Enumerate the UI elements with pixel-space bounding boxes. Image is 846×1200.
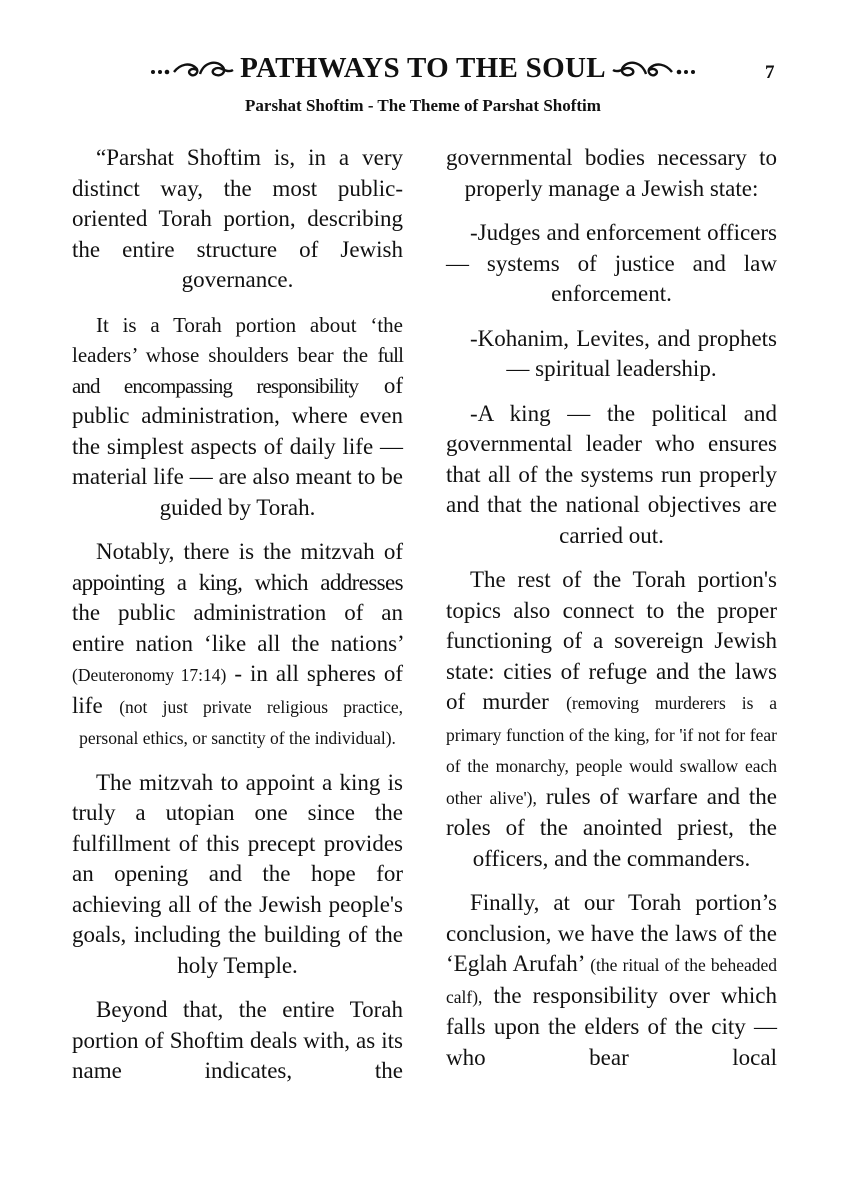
paragraph: Beyond that, the entire Torah portion of Shoftim deals with, as its name indicates, the [72,997,403,1083]
paragraph: “Parshat Shoftim is, in a very distinct way, the most public-oriented Torah portion, describing the entire structure of Jewish governance. [72,145,403,292]
paragraph: The mitzvah to appoint a king is truly a utopian one since the fulfillment of this precept provides an opening and the hope for achieving all of the Jewish people's goals, including the building of the holy Temple. [72,769,403,978]
text-span: the public administration of an entire nation ‘like all the nations’ [72,600,403,656]
paragraph: -A king — the political and governmental leader who ensures that all of the systems run properly and that the national objectives are carried out. [446,400,777,548]
paragraph: -Kohanim, Levites, and prophets — spiritual leadership. [470,325,777,381]
paragraph [72,537,403,754]
page-title: PATHWAYS TO THE SOUL [240,52,606,84]
parenthetical-text: (not just private religious practice, personal ethics, or sanctity of the individual). [79,696,403,748]
paragraph [446,888,777,1073]
text-span: full and encompassing responsibility [72,343,404,398]
paragraph: governmental bodies necessary to properly manage a Jewish state: [446,145,777,201]
citation-text: (Deuteronomy 17:14) [72,665,227,685]
title-row [0,50,846,86]
parenthetical-text: (the ritual of the beheaded calf), [446,955,777,1007]
text-span: rules of warfare and the roles of the anointed priest, the officers, and the commanders. [446,783,778,871]
page-header [0,50,846,86]
paragraph: -Judges and enforcement officers — systems of justice and law enforcement. [446,220,777,306]
page-number: 7 [765,62,775,83]
text-span: Finally, at our Torah portion’s conclusion, we have the laws of the ‘Eglah Arufah’ [446,890,777,976]
text-span: The rest of the Torah portion's topics also connect to the proper functioning of a sovereign Jewish state: cities of refuge and the laws of murder [446,567,777,714]
text-span: appointing a king, which addresses [72,569,403,595]
right-column [446,143,777,1087]
left-column [72,143,403,1101]
paragraph [446,565,777,874]
text-span: - in all spheres of life [72,661,403,718]
left-flourish-ornament-icon [150,56,234,80]
page-subtitle: Parshat Shoftim - The Theme of Parshat Shoftim [245,96,601,115]
text-span: the responsibility over which falls upon the elders of the city — who bear local [446,982,777,1070]
text-span: Notably, there is the mitzvah of [96,539,403,564]
paragraph [72,310,403,524]
right-flourish-ornament-icon [612,56,696,80]
text-span: of public administration, where even the simplest aspects of daily life — material life — are also meant to be guided by Torah. [72,372,403,520]
parenthetical-text: (removing murderers is a primary function of the king, for 'if not for fear of the monarchy, people would swallow each other alive'), [446,693,778,808]
text-span: It is a Torah portion about ‘the leaders’ whose shoulders bear the [72,312,403,367]
